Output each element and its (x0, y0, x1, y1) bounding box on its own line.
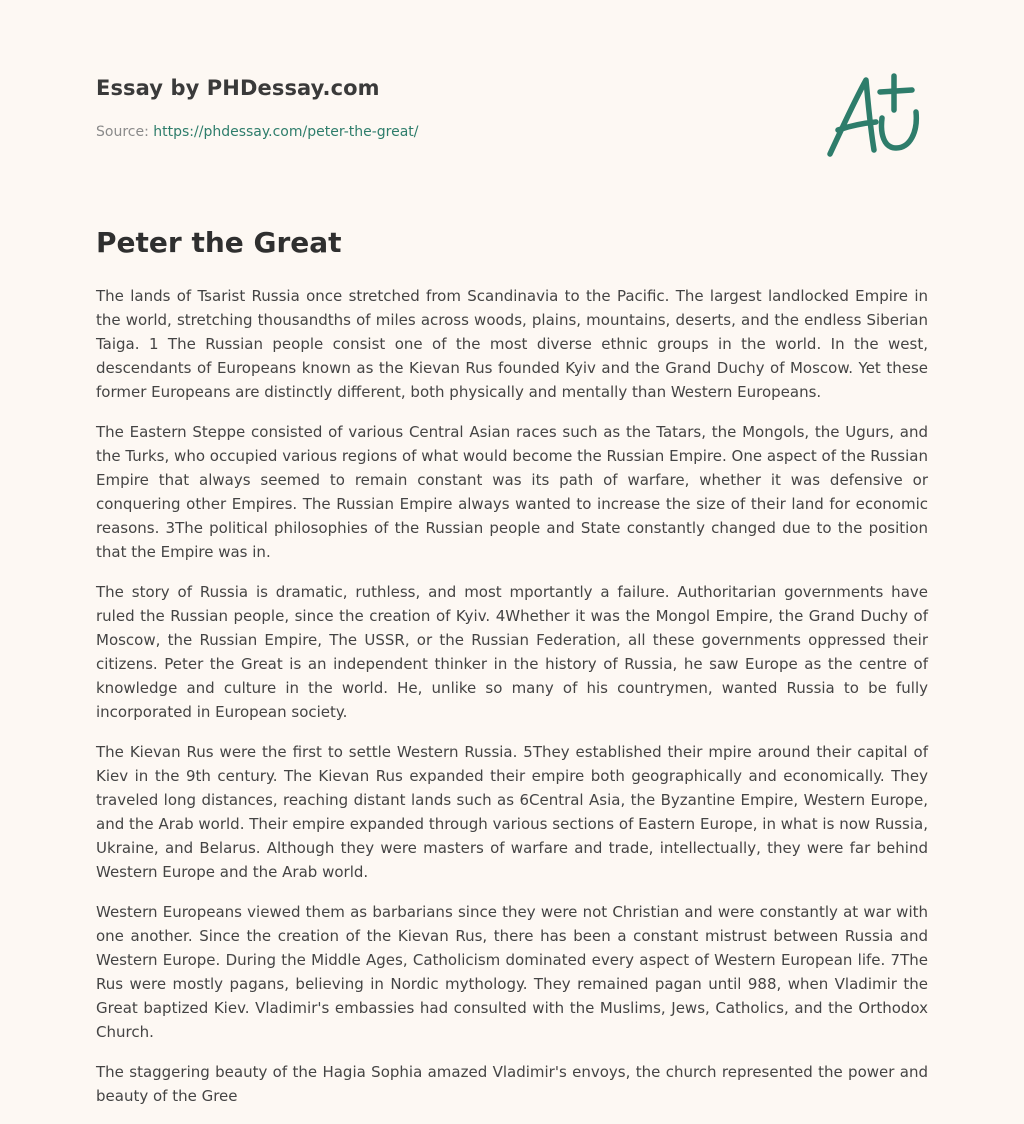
essay-paragraph: The Kievan Rus were the first to settle Western Russia. 5They established their mpire around their capital of Kiev in the 9th century. The Kievan Rus expanded their empire both geographically and economically. They traveled long distances, reaching distant lands such as 6Central Asia, the Byzantine Empire, Western Europe, and the Arab world. Their empire expanded through various sections of Eastern Europe, in what is now Russia, Ukraine, and Belarus. Although they were masters of warfare and trade, intellectually, they were far behind Western Europe and the Arab world. (96, 743, 928, 881)
source-label: Source: (96, 124, 154, 140)
essay-paragraph: Western Europeans viewed them as barbarians since they were not Christian and were constantly at war with one another. Since the creation of the Kievan Rus, there has been a constant mistrust between Russia and Western Europe. During the Middle Ages, Catholicism dominated every aspect of Western European life. 7The Rus were mostly pagans, believing in Nordic mythology. They remained pagan until 988, when Vladimir the Great baptized Kiev. Vladimir's embassies had consulted with the Muslims, Jews, Catholics, and the Orthodox Church. (96, 903, 928, 1041)
essay-paragraph: The staggering beauty of the Hagia Sophia amazed Vladimir's envoys, the church represented the power and beauty of the Gree (96, 1063, 928, 1105)
page-header (96, 76, 928, 186)
essay-title: Peter the Great (96, 226, 342, 259)
essay-body (96, 284, 928, 1124)
essay-paragraph: The lands of Tsarist Russia once stretched from Scandinavia to the Pacific. The largest landlocked Empire in the world, stretching thousandths of miles across woods, plains, mountains, deserts, and the endless Siberian Taiga. 1 The Russian people consist one of the most diverse ethnic groups in the world. In the west, descendants of Europeans known as the Kievan Rus founded Kyiv and the Grand Duchy of Moscow. Yet these former Europeans are distinctly different, both physically and mentally than Western Europeans. (96, 287, 928, 401)
source-line (96, 124, 419, 140)
a-plus-grade-icon (824, 68, 924, 164)
essay-paragraph: The story of Russia is dramatic, ruthless, and most mportantly a failure. Authoritarian governments have ruled the Russian people, since the creation of Kyiv. 4Whether it was the Mongol Empire, the Grand Duchy of Moscow, the Russian Empire, The USSR, or the Russian Federation, all these governments oppressed their citizens. Peter the Great is an independent thinker in the history of Russia, he saw Europe as the centre of knowledge and culture in the world. He, unlike so many of his countrymen, wanted Russia to be fully incorporated in European society. (96, 583, 928, 721)
essay-paragraph: The Eastern Steppe consisted of various Central Asian races such as the Tatars, the Mongols, the Ugurs, and the Turks, who occupied various regions of what would become the Russian Empire. One aspect of the Russian Empire that always seemed to remain constant was its path of warfare, whether it was defensive or conquering other Empires. The Russian Empire always wanted to increase the size of their land for economic reasons. 3The political philosophies of the Russian people and State constantly changed due to the position that the Empire was in. (96, 423, 928, 561)
source-link[interactable]: https://phdessay.com/peter-the-great/ (153, 124, 419, 140)
site-brand: Essay by PHDessay.com (96, 76, 380, 100)
